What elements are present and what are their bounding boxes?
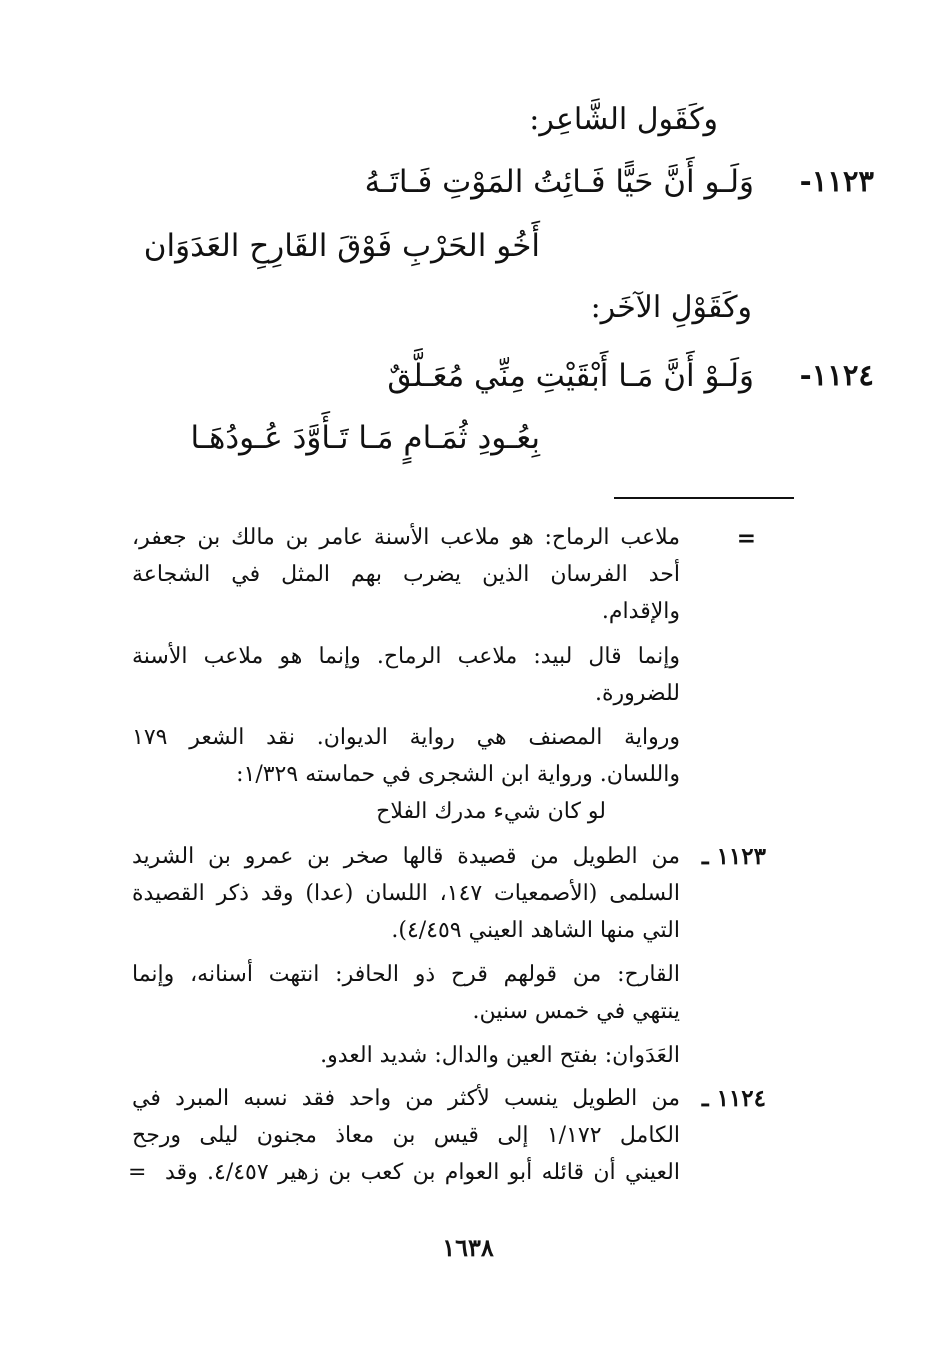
footnote-cont-line-2: أحد الفرسان الذين يضرب بهم المثل في الشجاعة — [132, 562, 680, 587]
footnote-1124-line-3: العيني أن قائله أبو العوام بن كعب بن زهير ٤/٤٥٧. وقد — [165, 1160, 680, 1185]
verse-1124-line-1: وَلَـوْ أَنَّ مَـا أَبْقَيْتِ مِنِّي مُعَـلَّقٌ — [387, 358, 754, 394]
footnote-cont-line-5: للضرورة. — [595, 681, 680, 706]
footnote-1124-line-1: من الطويل ينسب لأكثر من واحد فقد نسبه المبرد في — [132, 1086, 680, 1111]
verse-number-1124: ١١٢٤- — [799, 358, 874, 392]
footnote-continued-mark: = — [128, 1160, 147, 1185]
footnote-1123-line-5: ينتهي في خمس سنين. — [472, 999, 680, 1024]
footnote-cont-line-6: ورواية المصنف هي رواية الديوان. نقد الشعر ١٧٩ — [132, 725, 680, 750]
page-number: ١٦٣٨ — [442, 1233, 494, 1262]
footnote-1123-line-2: السلمى (الأصمعيات ١٤٧، اللسان (عدا) وقد ذكر القصيدة — [132, 881, 680, 906]
footnote-cont-line-8: لو كان شيء مدرك الفلاح — [376, 799, 606, 824]
footnote-cont-line-3: والإقدام. — [601, 599, 680, 624]
verse-intro-2: وكَقَوْلِ الآخَر: — [590, 290, 752, 325]
verse-1123-line-2: أَخُو الحَرْبِ فَوْقَ القَارِحِ العَدَوَان — [143, 228, 540, 264]
verse-intro-1: وكَقَول الشَّاعِر: — [529, 102, 718, 137]
footnote-1123-line-6: العَدَوان: بفتح العين والدال: شديد العدو. — [320, 1043, 680, 1068]
footnote-separator — [614, 497, 794, 499]
footnote-cont-line-1: ملاعب الرماح: هو ملاعب الأسنة عامر بن مالك بن جعفر، — [132, 525, 680, 550]
footnote-1123-line-3: التي منها الشاهد العيني ٤/٤٥٩). — [391, 918, 680, 943]
verse-number-1123: ١١٢٣- — [799, 164, 874, 198]
footnote-cont-line-4: وإنما قال لبيد: ملاعب الرماح. وإنما هو ملاعب الأسنة — [132, 644, 680, 669]
footnote-number-1124: ١١٢٤ ـ — [701, 1085, 766, 1112]
footnote-number-1123: ١١٢٣ ـ — [701, 843, 766, 870]
verse-1124-line-2: بِعُـودِ ثُمَـامٍ مَـا تَـأَوَّدَ عُـودُهَـا — [190, 420, 540, 456]
footnote-1124-line-2: الكامل ١/١٧٢ إلى قيس بن معاذ مجنون ليلى ورجح — [132, 1123, 680, 1148]
footnote-continuation-mark: = — [736, 525, 756, 552]
verse-1123-line-1: وَلَـو أَنَّ حَيًّا فَـائِتُ المَوْتِ فَـاتَـهُ — [364, 164, 754, 200]
footnote-cont-line-7: واللسان. ورواية ابن الشجرى في حماسته ١/٣٢٩: — [236, 762, 680, 787]
footnote-1123-line-1: من الطويل من قصيدة قالها صخر بن عمرو بن الشريد — [132, 844, 680, 869]
footnote-1123-line-4: القارح: من قولهم قرح ذو الحافر: انتهت أسنانه، وإنما — [132, 962, 680, 987]
